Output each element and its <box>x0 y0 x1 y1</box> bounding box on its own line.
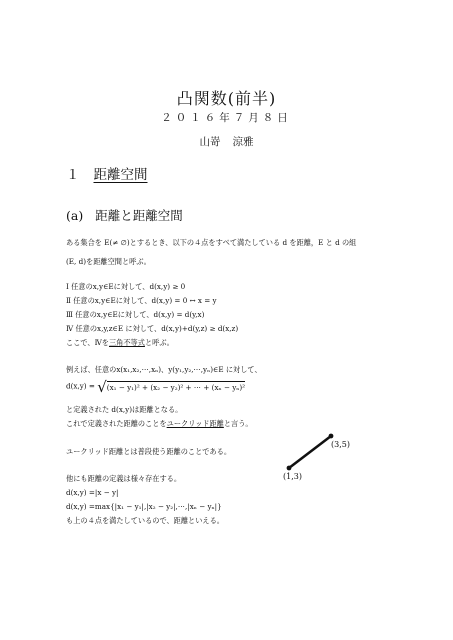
subsection-heading <box>66 206 183 224</box>
example-line: 例えば、任意のx(x₁,x₂,⋯,xₙ)、y(y₁,y₂,⋯,yₙ)∈E に対して、 <box>66 365 262 374</box>
axiom-number: Ⅲ <box>66 310 73 319</box>
axiom-number: Ⅳ <box>66 324 74 333</box>
euclidean-formula <box>66 377 246 396</box>
example-after-3: ユークリッド距離とは普段使う距離のことである。 <box>66 447 232 456</box>
point-a-dot <box>287 466 292 471</box>
axiom-3 <box>66 309 204 321</box>
axiom-text: 任意のx,y∈Eに対して、d(x,y) = d(y,x) <box>75 310 205 319</box>
section-number: １ <box>66 167 80 183</box>
example-after-1: と定義された d(x,y)は距離となる。 <box>66 405 183 414</box>
other-line-3: d(x,y) =max{|x₁ − y₁|,|x₂ − y₂|,⋯,|xₙ − yₙ|} <box>66 502 222 511</box>
distance-diagram <box>270 428 340 478</box>
triangle-inequality-note: ここで、Ⅳを三角不等式と呼ぶ。 <box>66 338 174 347</box>
point-b-dot <box>329 434 334 439</box>
point-b-label: (3,5) <box>331 440 350 449</box>
axiom-text: 任意のx,y∈Eに対して、d(x,y) = 0 ↔ x = y <box>73 296 217 305</box>
intro-line-1: ある集合を E(≠ ∅)とするとき、以下の４点をすべて満たしている d を距離，E と d の組 <box>66 238 357 247</box>
author-given-name: 涼雅 <box>232 136 254 148</box>
intro-line-2: (E, d)を距離空間と呼ぶ。 <box>66 257 151 266</box>
document-title: 凸関数(前半) <box>176 89 277 108</box>
segment-line <box>289 436 331 468</box>
other-line-2: d(x,y) =|x − y| <box>66 488 119 497</box>
document-author <box>0 134 453 149</box>
euclidean-distance-term: ユークリッド距離 <box>166 419 224 428</box>
axiom-number: Ⅰ <box>66 282 69 291</box>
axiom-number: Ⅱ <box>66 296 71 305</box>
point-a-label: (1,3) <box>283 472 302 481</box>
axiom-text: 任意のx,y∈Eに対して、d(x,y) ≥ 0 <box>71 282 186 291</box>
subsection-number: (a) <box>66 208 84 223</box>
axiom-1 <box>66 281 185 293</box>
section-heading <box>66 163 148 183</box>
formula-radicand: (x₁ − y₁)² + (x₂ − y₂)² + ⋯ + (xₙ − yₙ)² <box>106 383 246 392</box>
axiom-4 <box>66 323 238 335</box>
triangle-inequality-term: 三角不等式 <box>108 338 145 347</box>
document-date: ２０１６年７月８日 <box>161 112 292 124</box>
formula-lhs: d(x,y) = <box>66 381 98 391</box>
other-line-4: も上の４点を満たしているので、距離といえる。 <box>66 516 224 525</box>
section-title: 距離空間 <box>93 167 148 183</box>
subsection-title: 距離と距離空間 <box>95 208 183 223</box>
sqrt-icon: √ <box>97 377 107 396</box>
axiom-2 <box>66 295 217 307</box>
other-line-1: 他にも距離の定義は様々存在する。 <box>66 474 182 483</box>
author-family-name: 山嵜 <box>199 136 221 148</box>
axiom-text: 任意のx,y,z∈E に対して、d(x,y)+d(y,z) ≥ d(x,z) <box>75 324 239 333</box>
example-after-2: これで定義された距離のことをユークリッド距離と言う。 <box>66 419 253 428</box>
